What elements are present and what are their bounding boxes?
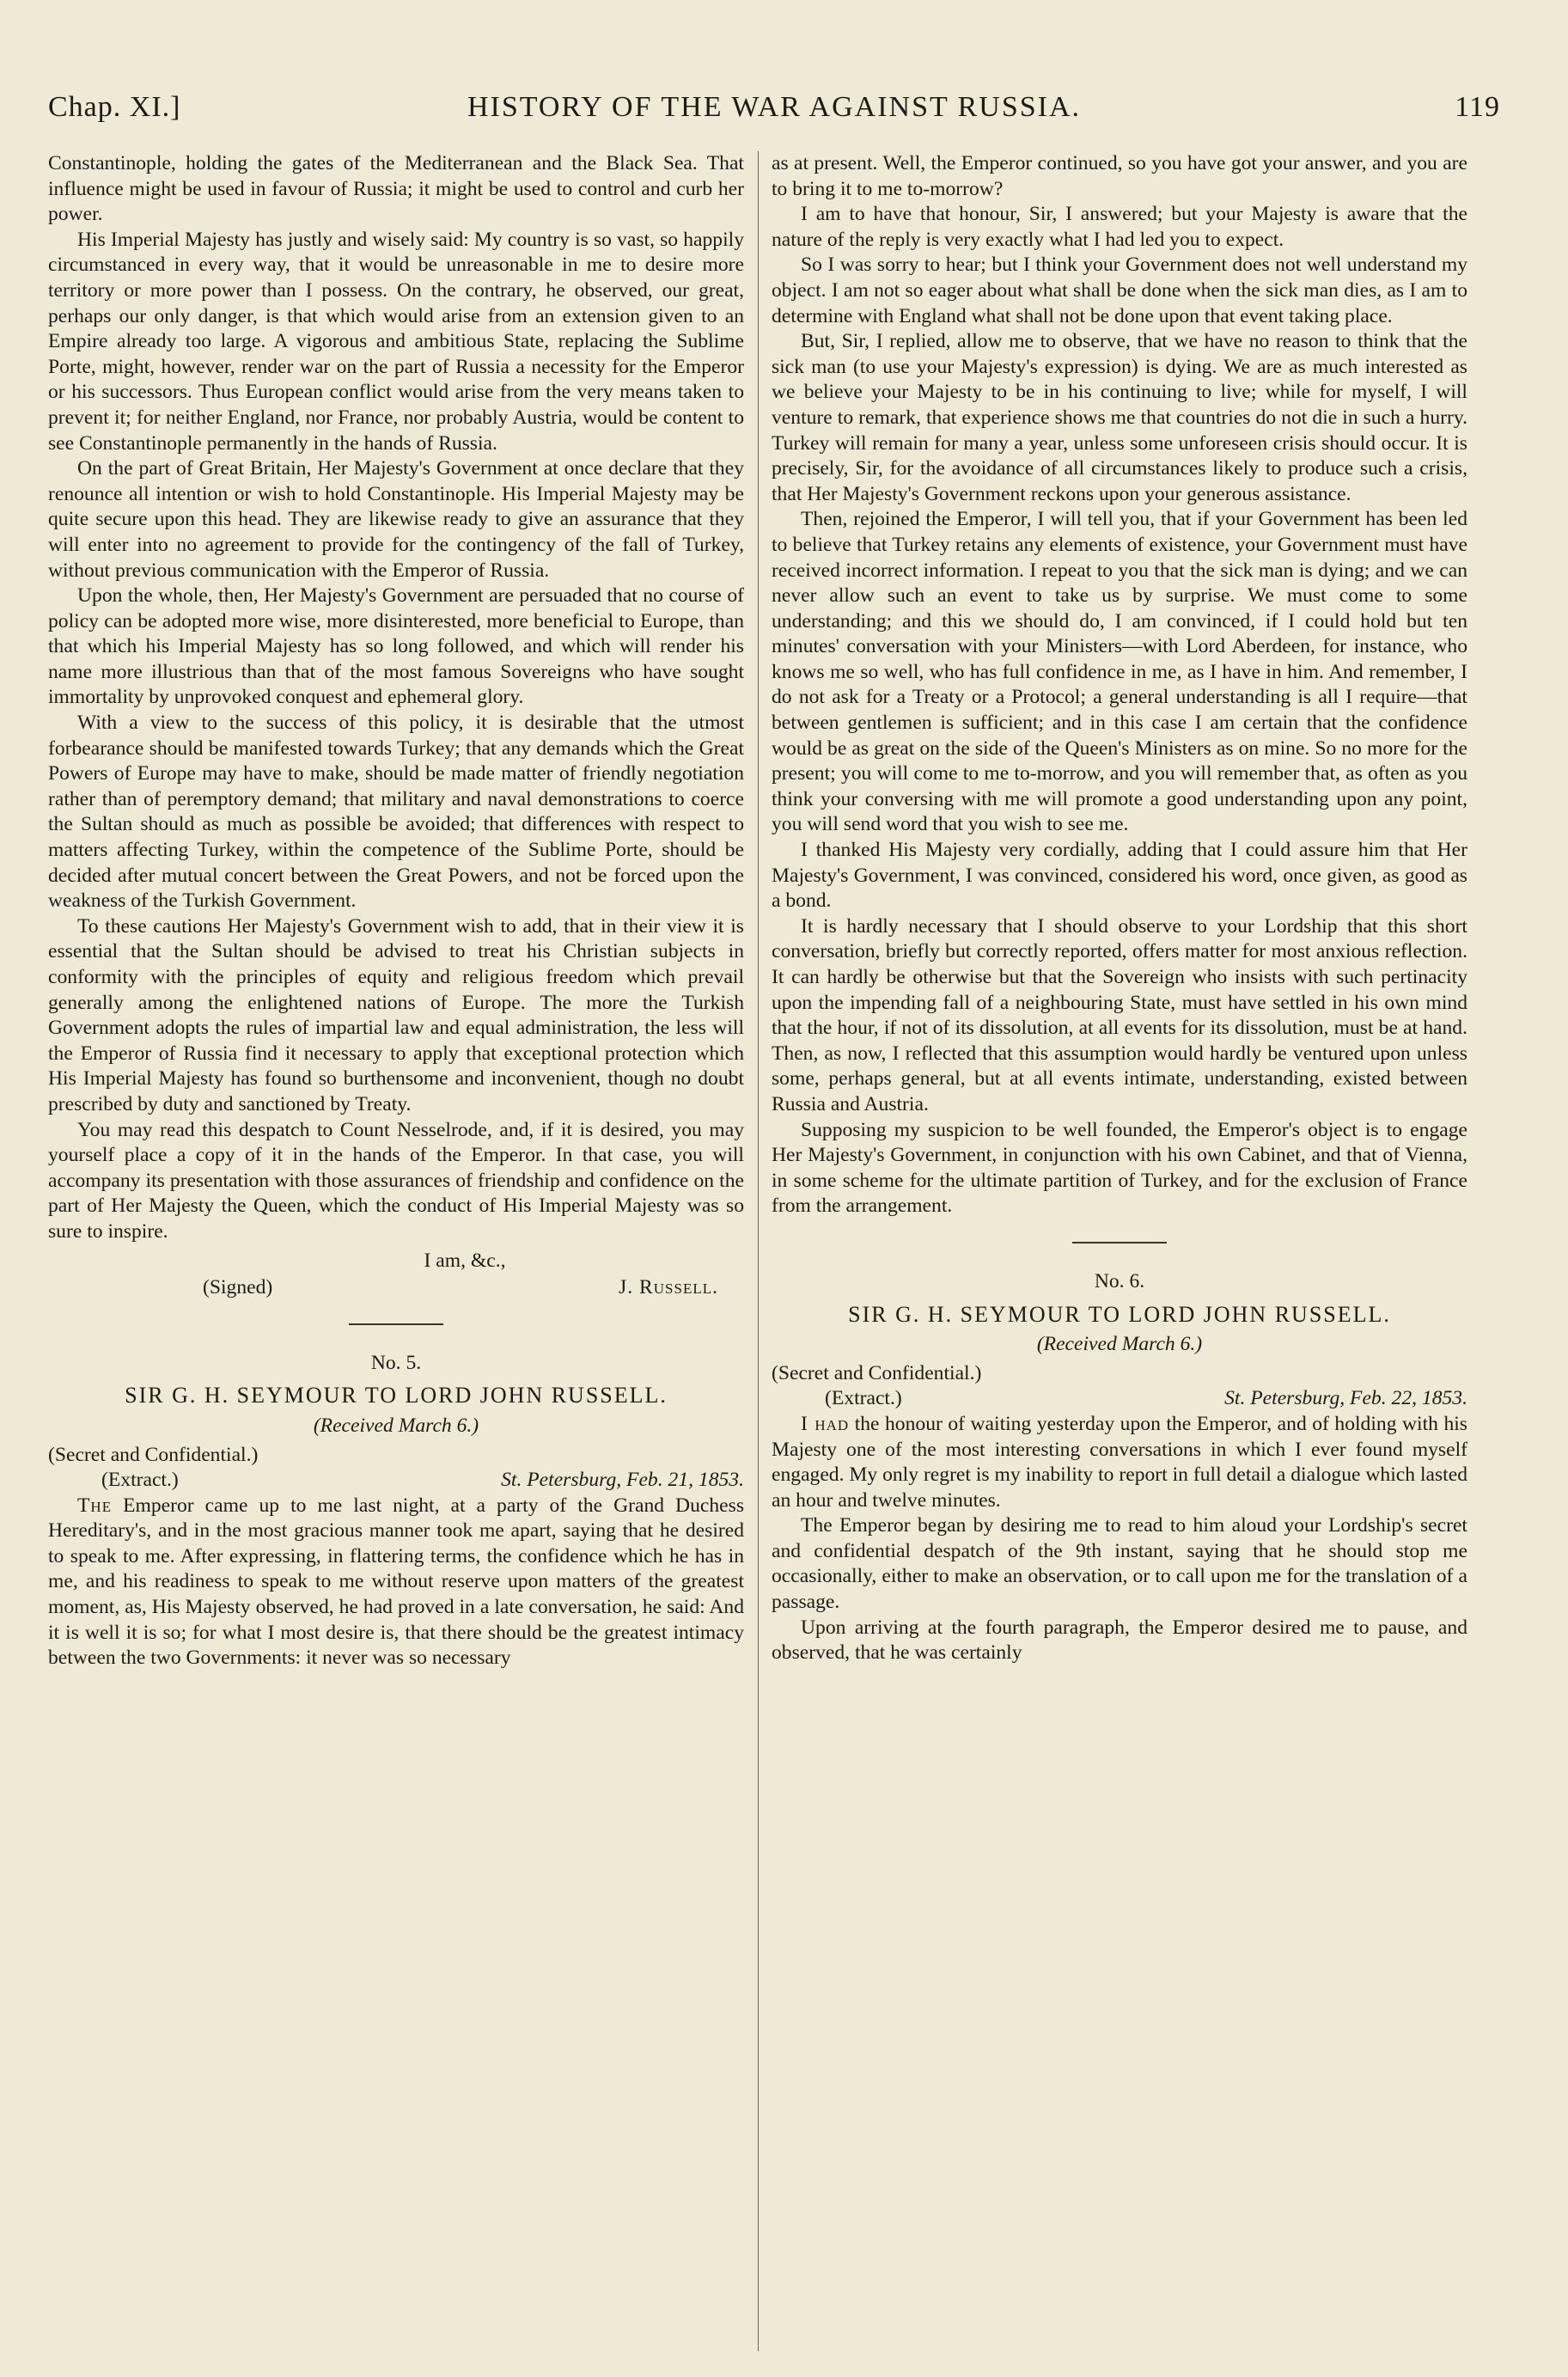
section-divider	[1072, 1242, 1167, 1243]
section-divider	[349, 1323, 443, 1325]
extract-label: (Extract.)	[101, 1469, 179, 1492]
paragraph	[772, 1412, 1467, 1513]
paragraph: I am to have that honour, Sir, I answered; but your Majesty is aware that the nature of the reply is very exactly what I had led you to expect.	[772, 203, 1467, 251]
paragraph: So I was sorry to hear; but I think your Government does not well understand my object. I am not so eager about what shall be done when the sick man dies, as I am to determine with England what shall not be done upon that event taking place.	[772, 254, 1467, 327]
dateline	[772, 1386, 1467, 1412]
column-divider	[758, 151, 759, 2351]
opening-word: The	[77, 1494, 113, 1517]
signature-line	[48, 1275, 744, 1301]
document-title: SIR G. H. SEYMOUR TO LORD JOHN RUSSELL.	[125, 1383, 668, 1408]
page-header	[48, 86, 1500, 137]
confidentiality-note: (Secret and Confidential.)	[48, 1443, 259, 1466]
confidentiality-note: (Secret and Confidential.)	[772, 1361, 982, 1384]
paragraph: But, Sir, I replied, allow me to observe, that we have no reason to think that the sick man (to use your Majesty's expression) is dying. We are as much interested as we believe your Majesty to be in his continuing to live; while for myself, I will venture to remark, that experience shows me that countries do not die in such a hurry. Turkey will remain for many a year, unless some unforeseen crisis should occur. It is precisely, Sir, for the avoidance of all circumstances likely to produce such a crisis, that Her Majesty's Government reckons upon your generous assistance.	[772, 330, 1467, 505]
paragraph: The Emperor began by desiring me to read to him aloud your Lordship's secret and confidential despatch of the 9th instant, saying that he should stop me occasionally, either to make an observation, or to call upon me for the translation of a passage.	[772, 1514, 1467, 1614]
signed-label: (Signed)	[203, 1276, 273, 1299]
paragraph: On the part of Great Britain, Her Majesty's Government at once declare that they renounce all intention or wish to hold Constantinople. His Imperial Majesty may be quite secure upon this head. They are likewise ready to give an assurance that they will enter into no agreement to provide for the contingency of the fall of Turkey, without previous communication with the Emperor of Russia.	[48, 457, 744, 582]
paragraph: Supposing my suspicion to be well founded, the Emperor's object is to engage Her Majesty's Government, in conjunction with his own Cabinet, and that of Vienna, in some scheme for the ultimate partition of Turkey, and for the exclusion of France from the arrangement.	[772, 1118, 1467, 1218]
running-title: HISTORY OF THE WAR AGAINST RUSSIA.	[467, 91, 1082, 123]
document-title: SIR G. H. SEYMOUR TO LORD JOHN RUSSELL.	[848, 1301, 1391, 1327]
paragraph: It is hardly necessary that I should observe to your Lordship that this short conversation, briefly but correctly reported, offers matter for most anxious reflection. It can hardly be otherwise but that the Sovereign who insists with such pertinacity upon the impending fall of a neighbouring State, must have settled in his own mind that the hour, if not of its dissolution, at all events for its dissolution, must be at hand. Then, as now, I reflected that this assumption would hardly be ventured upon unless some, perhaps general, but at all events intimate, understanding, existed between Russia and Austria.	[772, 914, 1467, 1115]
dateline	[48, 1468, 744, 1494]
extract-label: (Extract.)	[825, 1387, 902, 1410]
right-column	[772, 151, 1467, 1666]
closing-line: I am, &c.,	[424, 1249, 506, 1272]
document-number: No. 5.	[370, 1351, 422, 1374]
paragraph: His Imperial Majesty has justly and wisely said: My country is so vast, so happily circumstanced in every way, that it would be unreasonable in me to desire more territory or more power than I possess. On the contrary, he observed, our great, perhaps our only danger, is that which would arise from an extension given to an Empire already too large. A vigorous and ambitious State, replacing the Sublime Porte, might, however, render war on the part of Russia a necessity for the Emperor or his successors. Thus European conflict would arise from the very means taken to prevent it; for neither England, nor France, nor probably Austria, would be content to see Constantinople permanently in the hands of Russia.	[48, 228, 744, 455]
paragraph: Upon the whole, then, Her Majesty's Government are persuaded that no course of policy can be adopted more wise, more disinterested, more beneficial to Europe, than that which his Imperial Majesty has so long followed, and which will render his name more illustrious than that of the most famous Sovereigns who have sought immortality by unprovoked conquest and ephemeral glory.	[48, 584, 744, 709]
paragraph	[48, 1494, 744, 1671]
paragraph: With a view to the success of this policy, it is desirable that the utmost forbearance should be manifested towards Turkey; that any demands which the Great Powers of Europe may have to make, should be made matter of friendly negotiation rather than of peremptory demand; that military and naval demonstrations to coerce the Sultan should as much as possible be avoided; that differences with respect to matters affecting Turkey, within the competence of the Sublime Porte, should be decided after mutual concert between the Great Powers, and not be forced upon the weakness of the Turkish Government.	[48, 712, 744, 913]
book-page	[48, 86, 1500, 2337]
paragraph-text: the honour of waiting yesterday upon the Emperor, and of holding with his Majesty one of the most interesting conversations in which I ever found myself engaged. My only regret is my inability to report in full detail a dialogue which lasted an hour and twelve minutes.	[772, 1412, 1467, 1512]
document-number: No. 6.	[1094, 1269, 1145, 1292]
opening-word: I had	[801, 1412, 850, 1435]
paragraph-text: Emperor came up to me last night, at a party of the Grand Duchess Hereditary's, and in the most gracious manner took me apart, saying that he desired to speak to me. After expressing, in flattering terms, the confidence which he has in me, and his readiness to speak to me without reserve upon matters of the greatest moment, as, His Majesty observed, he had proved in a late conversation, he said: And it is well it is so; for what I most desire is, that there should be the greatest intimacy between the two Governments: it never was so necessary	[48, 1494, 745, 1670]
paragraph: Constantinople, holding the gates of the Mediterranean and the Black Sea. That influence might be used in favour of Russia; it might be used to control and curb her power.	[48, 152, 744, 226]
received-date: (Received March 6.)	[1036, 1333, 1203, 1356]
paragraph: To these cautions Her Majesty's Government wish to add, that in their view it is essential that the Sultan should be advised to treat his Christian subjects in conformity with the principles of equity and religious freedom which prevail generally among the enlightened nations of Europe. The more the Turkish Government adopts the rules of impartial law and equal administration, the less will the Emperor of Russia find it necessary to apply that exceptional protection which His Imperial Majesty has found so burthensome and inconvenient, though no doubt prescribed by duty and sanctioned by Treaty.	[48, 914, 744, 1115]
paragraph: Then, rejoined the Emperor, I will tell you, that if your Government has been led to believe that Turkey retains any elements of existence, your Government must have received incorrect information. I repeat to you that the sick man is dying; and we can never allow such an event to take us by surprise. We must come to some understanding; and this we should do, I am convinced, if I could hold but ten minutes' conversation with your Ministers—with Lord Aberdeen, for instance, who knows me so well, who has full confidence in me, as I have in him. And remember, I do not ask for a Treaty or a Protocol; a general understanding is all I require—that between gentlemen is sufficient; and in this case I am certain that the confidence would be as great on the side of the Queen's Ministers as on mine. So no more for the present; you will come to me to-morrow, and you will remember that, as often as you think your conversing with me will promote a good understanding upon any point, you will send word that you wish to see me.	[772, 508, 1467, 836]
left-column	[48, 151, 744, 1671]
signature-name: J. Russell.	[619, 1276, 718, 1299]
page-number: 119	[1455, 91, 1500, 123]
chapter-label: Chap. XI.]	[48, 91, 181, 123]
paragraph: Upon arriving at the fourth paragraph, the Emperor desired me to pause, and observed, that he was certainly	[772, 1616, 1467, 1665]
paragraph: as at present. Well, the Emperor continued, so you have got your answer, and you are to bring it to me to-morrow?	[772, 152, 1467, 200]
received-date: (Received March 6.)	[313, 1414, 479, 1437]
paragraph: I thanked His Majesty very cordially, adding that I could assure him that Her Majesty's Government, I was convinced, considered his word, once given, as good as a bond.	[772, 839, 1467, 913]
signature-block	[48, 1249, 744, 1301]
place-date: St. Petersburg, Feb. 21, 1853.	[501, 1469, 744, 1492]
place-date: St. Petersburg, Feb. 22, 1853.	[1224, 1387, 1467, 1410]
paragraph: You may read this despatch to Count Nesselrode, and, if it is desired, you may yourself place a copy of it in the hands of the Emperor. In that case, you will accompany its presentation with those assurances of friendship and confidence on the part of Her Majesty the Queen, which the conduct of His Imperial Majesty was so sure to inspire.	[48, 1118, 744, 1243]
